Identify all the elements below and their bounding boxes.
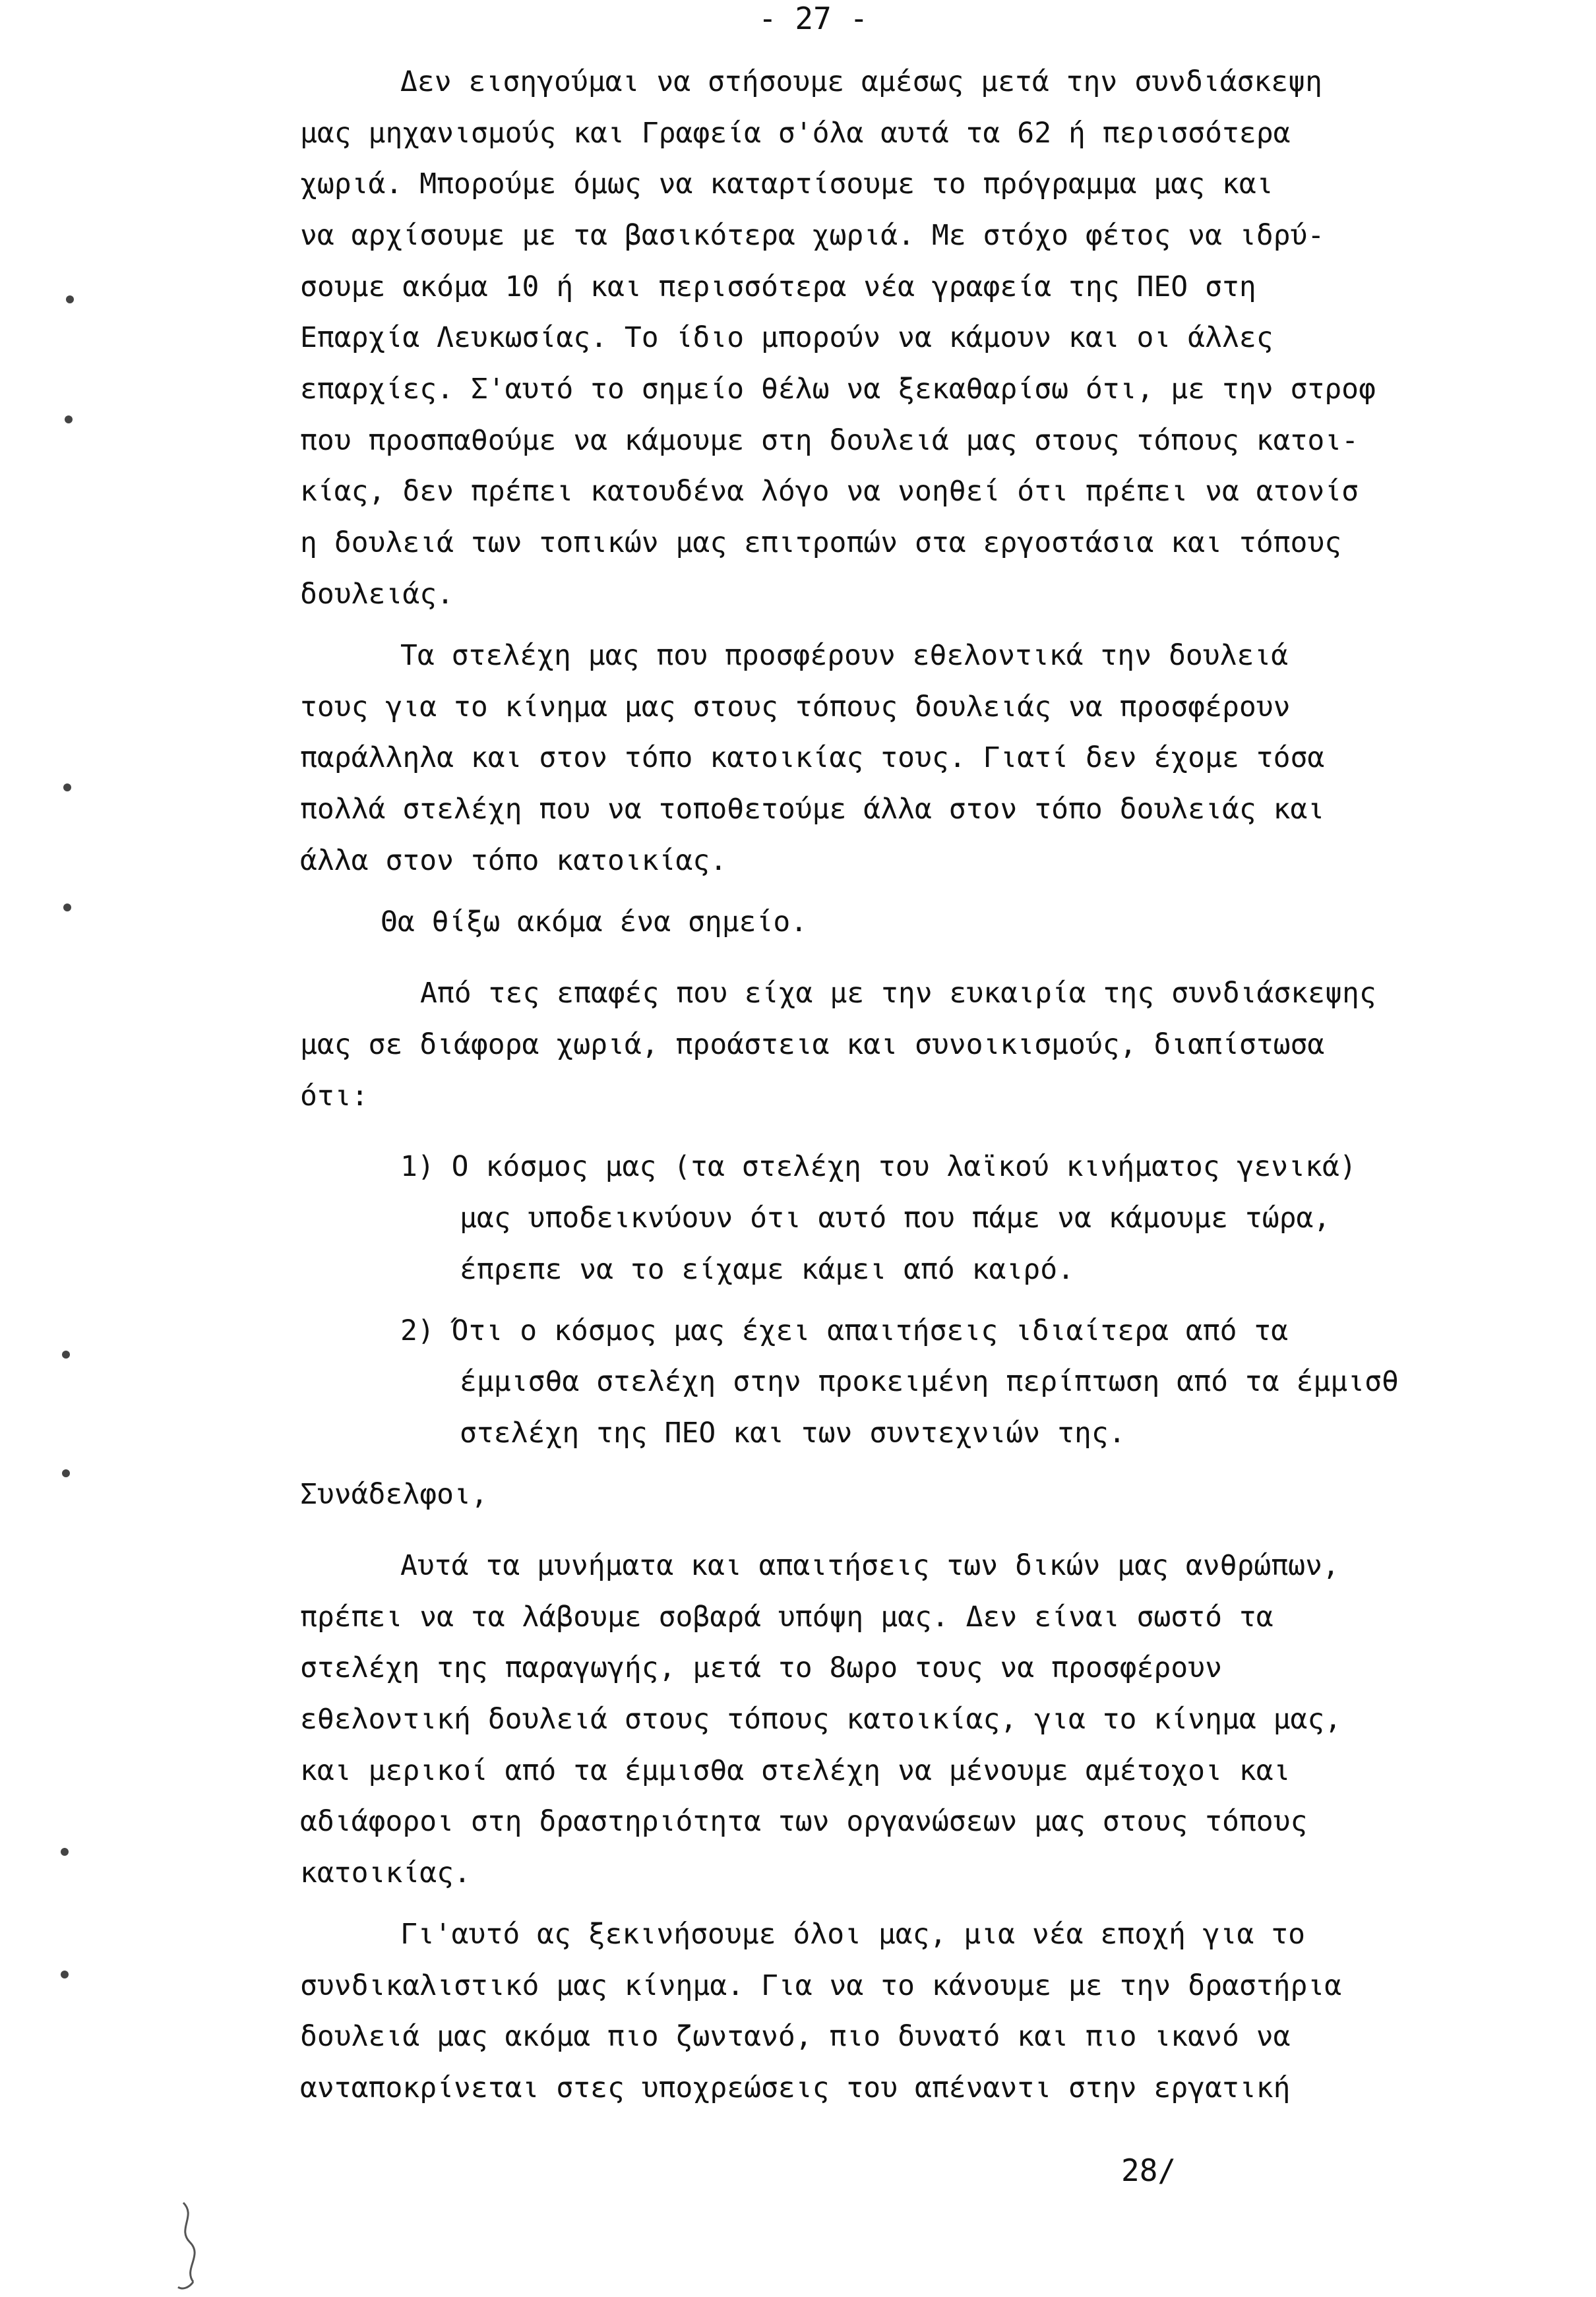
text-line: Δεν εισηγούμαι να στήσουμε αμέσως μετά την συνδιάσκεψη [400, 65, 1322, 98]
text-line: μας υποδεικνύουν ότι αυτό που πάμε να κάμουμε τώρα, [460, 1202, 1331, 1235]
text-line: μας σε διάφορα χωριά, προάστεια και συνοικισμούς, διαπίστωσα [300, 1028, 1325, 1061]
scan-mark [61, 1971, 69, 1978]
text-line: η δουλειά των τοπικών μας επιτροπών στα εργοστάσια και τόπους [300, 526, 1342, 559]
text-line: να αρχίσουμε με τα βασικότερα χωριά. Με στόχο φέτος να ιδρύ- [300, 219, 1325, 252]
text-line: κίας, δεν πρέπει κατουδένα λόγο να νοηθεί ότι πρέπει να ατονίσ [300, 475, 1359, 508]
text-line: στελέχη της παραγωγής, μετά το 8ωρο τους να προσφέρουν [300, 1651, 1222, 1684]
text-line: σουμε ακόμα 10 ή και περισσότερα νέα γραφεία της ΠΕΟ στη [300, 270, 1256, 303]
text-line: Συνάδελφοι, [300, 1478, 488, 1511]
text-line: ότι: [300, 1080, 369, 1113]
text-line: που προσπαθούμε να κάμουμε στη δουλειά μας στους τόπους κατοι- [300, 424, 1359, 457]
text-line: Επαρχία Λευκωσίας. Το ίδιο μπορούν να κάμουν και οι άλλες [300, 321, 1274, 354]
text-line: στελέχη της ΠΕΟ και των συντεχνιών της. [460, 1417, 1126, 1450]
text-line: τους για το κίνημα μας στους τόπους δουλειάς να προσφέρουν [300, 690, 1291, 723]
text-line: άλλα στον τόπο κατοικίας. [300, 844, 727, 877]
scan-mark [63, 903, 71, 911]
text-line: εθελοντική δουλειά στους τόπους κατοικίας, για το κίνημα μας, [300, 1703, 1342, 1736]
text-line: επαρχίες. Σ'αυτό το σημείο θέλω να ξεκαθαρίσω ότι, με την στροφ [300, 373, 1376, 406]
text-line: Αυτά τα μυνήματα και απαιτήσεις των δικών μας ανθρώπων, [400, 1549, 1339, 1582]
text-line: δουλειάς. [300, 578, 454, 611]
margin-scribble [170, 2196, 210, 2295]
scan-mark [61, 1848, 69, 1856]
text-line: έμμισθα στελέχη στην προκειμένη περίπτωση από τα έμμισθ [460, 1365, 1399, 1398]
text-line: ανταποκρίνεται στες υποχρεώσεις του απέναντι στην εργατική [300, 2071, 1291, 2104]
text-line: παράλληλα και στον τόπο κατοικίας τους. Γιατί δεν έχομε τόσα [300, 741, 1325, 774]
text-line: 2) Ότι ο κόσμος μας έχει απαιτήσεις ιδιαίτερα από τα [400, 1314, 1289, 1347]
text-line: χωριά. Μπορούμε όμως να καταρτίσουμε το πρόγραμμα μας και [300, 168, 1274, 200]
next-page-reference: 28/ [1121, 2153, 1177, 2188]
text-line: Τα στελέχη μας που προσφέρουν εθελοντικά την δουλειά [400, 639, 1289, 672]
scan-mark [62, 1351, 70, 1359]
text-line: 1) Ο κόσμος μας (τα στελέχη του λαϊκού κινήματος γενικά) [400, 1150, 1357, 1183]
text-line: Θα θίξω ακόμα ένα σημείο. [381, 905, 808, 938]
scan-mark [62, 1469, 70, 1477]
scan-mark [65, 415, 73, 423]
text-line: έπρεπε να το είχαμε κάμει από καιρό. [460, 1253, 1074, 1286]
scan-mark [66, 295, 74, 303]
text-line: Από τες επαφές που είχα με την ευκαιρία της συνδιάσκεψης [420, 977, 1376, 1010]
text-line: κατοικίας. [300, 1856, 471, 1889]
text-line: αδιάφοροι στη δραστηριότητα των οργανώσεων μας στους τόπους [300, 1805, 1308, 1838]
text-line: δουλειά μας ακόμα πιο ζωντανό, πιο δυνατό και πιο ικανό να [300, 2020, 1291, 2053]
text-line: συνδικαλιστικό μας κίνημα. Για να το κάνουμε με την δραστήρια [300, 1969, 1342, 2002]
text-line: μας μηχανισμούς και Γραφεία σ'όλα αυτά τα 62 ή περισσότερα [300, 117, 1291, 150]
text-line: πρέπει να τα λάβουμε σοβαρά υπόψη μας. Δεν είναι σωστό τα [300, 1601, 1274, 1634]
text-line: και μερικοί από τα έμμισθα στελέχη να μένουμε αμέτοχοι και [300, 1754, 1291, 1787]
page-number: - 27 - [758, 1, 869, 36]
text-line: Γι'αυτό ας ξεκινήσουμε όλοι μας, μια νέα εποχή για το [400, 1918, 1306, 1951]
scan-mark [63, 783, 71, 791]
text-line: πολλά στελέχη που να τοποθετούμε άλλα στον τόπο δουλειάς και [300, 793, 1325, 826]
